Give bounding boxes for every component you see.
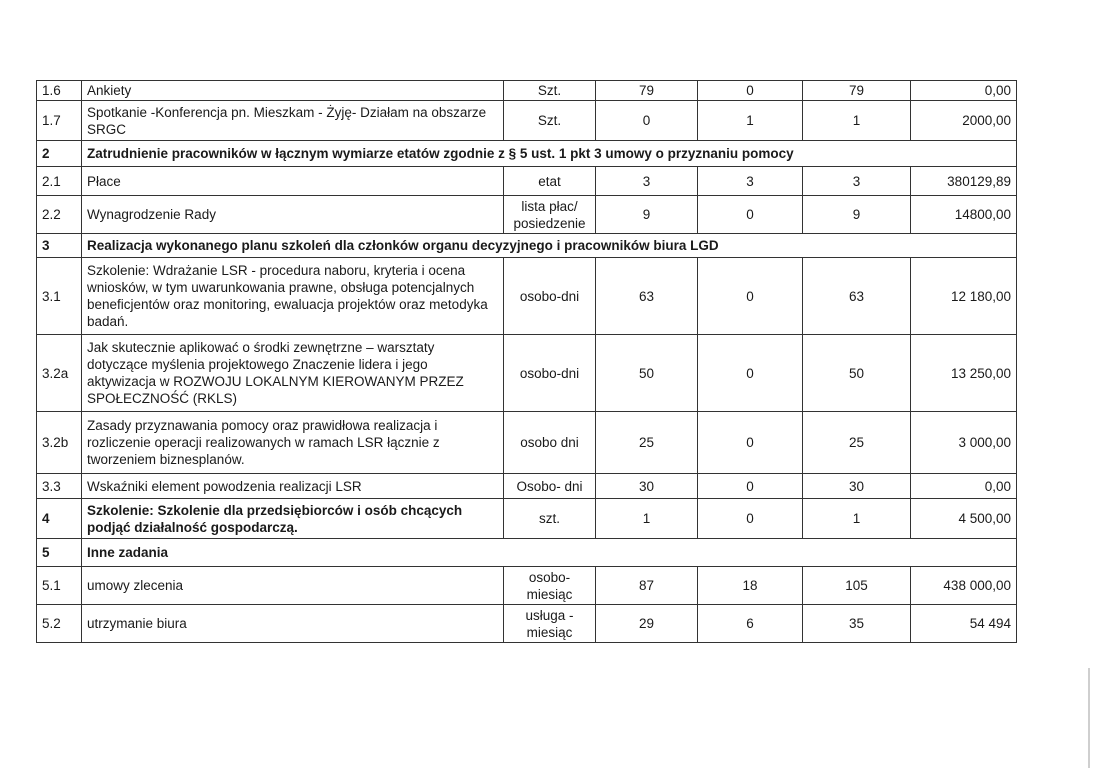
section-title: Zatrudnienie pracowników w łącznym wymiarze etatów zgodnie z § 5 ust. 1 pkt 3 umowy o przyznaniu pomocy <box>82 141 1017 167</box>
row-description: Ankiety <box>82 81 504 101</box>
row-value-1: 0 <box>596 101 698 141</box>
row-unit: lista płac/ posiedzenie <box>504 196 596 234</box>
row-value-3: 1 <box>803 101 911 141</box>
row-value-3: 25 <box>803 412 911 474</box>
row-description: Szkolenie: Szkolenie dla przedsiębiorców i osób chcących podjąć działalność gospodarczą. <box>82 499 504 539</box>
row-amount: 4 500,00 <box>911 499 1017 539</box>
row-number: 1.6 <box>37 81 82 101</box>
table-row <box>37 474 1017 499</box>
section-number: 3 <box>37 234 82 258</box>
row-number: 3.3 <box>37 474 82 499</box>
row-amount: 2000,00 <box>911 101 1017 141</box>
row-description: Spotkanie -Konferencja pn. Mieszkam - Żyję- Działam na obszarze SRGC <box>82 101 504 141</box>
row-value-1: 63 <box>596 258 698 335</box>
row-number: 3.1 <box>37 258 82 335</box>
row-value-2: 0 <box>698 258 803 335</box>
section-number: 2 <box>37 141 82 167</box>
table-row <box>37 101 1017 141</box>
table-row <box>37 499 1017 539</box>
row-description: Jak skutecznie aplikować o środki zewnętrzne – warsztaty dotyczące myślenia projektowego Znaczenie lidera i jego aktywizacja w ROZWOJU LOKALNYM KIEROWANYM PRZEZ SPOŁECZNOŚĆ (RKLS) <box>82 335 504 412</box>
row-value-3: 63 <box>803 258 911 335</box>
row-value-2: 0 <box>698 412 803 474</box>
row-description: umowy zlecenia <box>82 567 504 605</box>
row-number: 1.7 <box>37 101 82 141</box>
row-value-3: 35 <box>803 605 911 643</box>
section-title: Realizacja wykonanego planu szkoleń dla członków organu decyzyjnego i pracowników biura LGD <box>82 234 1017 258</box>
row-value-1: 9 <box>596 196 698 234</box>
row-value-2: 6 <box>698 605 803 643</box>
row-unit: etat <box>504 167 596 196</box>
row-value-3: 3 <box>803 167 911 196</box>
row-unit: osobo-miesiąc <box>504 567 596 605</box>
row-value-3: 79 <box>803 81 911 101</box>
row-value-2: 18 <box>698 567 803 605</box>
row-description: Szkolenie: Wdrażanie LSR - procedura naboru, kryteria i ocena wniosków, w tym uwarunkowania prawne, obsługa potencjalnych beneficjentów oraz monitoring, ewaluacja projektów oraz metodyka badań. <box>82 258 504 335</box>
row-value-1: 87 <box>596 567 698 605</box>
row-amount: 14800,00 <box>911 196 1017 234</box>
table-row <box>37 196 1017 234</box>
row-number: 2.1 <box>37 167 82 196</box>
row-number: 5.1 <box>37 567 82 605</box>
row-amount: 54 494 <box>911 605 1017 643</box>
row-value-1: 29 <box>596 605 698 643</box>
row-value-3: 105 <box>803 567 911 605</box>
row-value-1: 1 <box>596 499 698 539</box>
row-unit: Osobo- dni <box>504 474 596 499</box>
row-number: 4 <box>37 499 82 539</box>
section-row <box>37 141 1017 167</box>
row-number: 5.2 <box>37 605 82 643</box>
page-edge-shadow <box>1088 668 1090 768</box>
row-unit: Szt. <box>504 81 596 101</box>
row-value-1: 50 <box>596 335 698 412</box>
table-row <box>37 412 1017 474</box>
section-row <box>37 539 1017 567</box>
table-row <box>37 605 1017 643</box>
row-unit: osobo-dni <box>504 335 596 412</box>
row-unit: osobo dni <box>504 412 596 474</box>
row-value-2: 0 <box>698 196 803 234</box>
row-amount: 0,00 <box>911 81 1017 101</box>
table-row <box>37 567 1017 605</box>
row-description: Płace <box>82 167 504 196</box>
row-value-2: 0 <box>698 335 803 412</box>
section-row <box>37 234 1017 258</box>
row-value-3: 1 <box>803 499 911 539</box>
row-number: 3.2a <box>37 335 82 412</box>
row-amount: 0,00 <box>911 474 1017 499</box>
row-value-3: 50 <box>803 335 911 412</box>
row-description: Wskaźniki element powodzenia realizacji LSR <box>82 474 504 499</box>
row-unit: usługa - miesiąc <box>504 605 596 643</box>
row-value-2: 3 <box>698 167 803 196</box>
row-value-1: 25 <box>596 412 698 474</box>
row-amount: 438 000,00 <box>911 567 1017 605</box>
row-unit: Szt. <box>504 101 596 141</box>
row-description: Wynagrodzenie Rady <box>82 196 504 234</box>
row-value-1: 79 <box>596 81 698 101</box>
row-value-3: 30 <box>803 474 911 499</box>
section-title: Inne zadania <box>82 539 1017 567</box>
row-unit: szt. <box>504 499 596 539</box>
row-amount: 13 250,00 <box>911 335 1017 412</box>
row-number: 2.2 <box>37 196 82 234</box>
table-row <box>37 258 1017 335</box>
row-description: utrzymanie biura <box>82 605 504 643</box>
table-row <box>37 335 1017 412</box>
row-amount: 3 000,00 <box>911 412 1017 474</box>
row-amount: 12 180,00 <box>911 258 1017 335</box>
table-row <box>37 81 1017 101</box>
row-value-2: 0 <box>698 81 803 101</box>
row-value-2: 1 <box>698 101 803 141</box>
row-value-1: 3 <box>596 167 698 196</box>
budget-table <box>36 80 1017 643</box>
row-value-3: 9 <box>803 196 911 234</box>
row-number: 3.2b <box>37 412 82 474</box>
section-number: 5 <box>37 539 82 567</box>
row-value-2: 0 <box>698 499 803 539</box>
table-row <box>37 167 1017 196</box>
row-value-1: 30 <box>596 474 698 499</box>
row-description: Zasady przyznawania pomocy oraz prawidłowa realizacja i rozliczenie operacji realizowanych w ramach LSR łącznie z tworzeniem biznesplanów. <box>82 412 504 474</box>
row-value-2: 0 <box>698 474 803 499</box>
row-unit: osobo-dni <box>504 258 596 335</box>
row-amount: 380129,89 <box>911 167 1017 196</box>
